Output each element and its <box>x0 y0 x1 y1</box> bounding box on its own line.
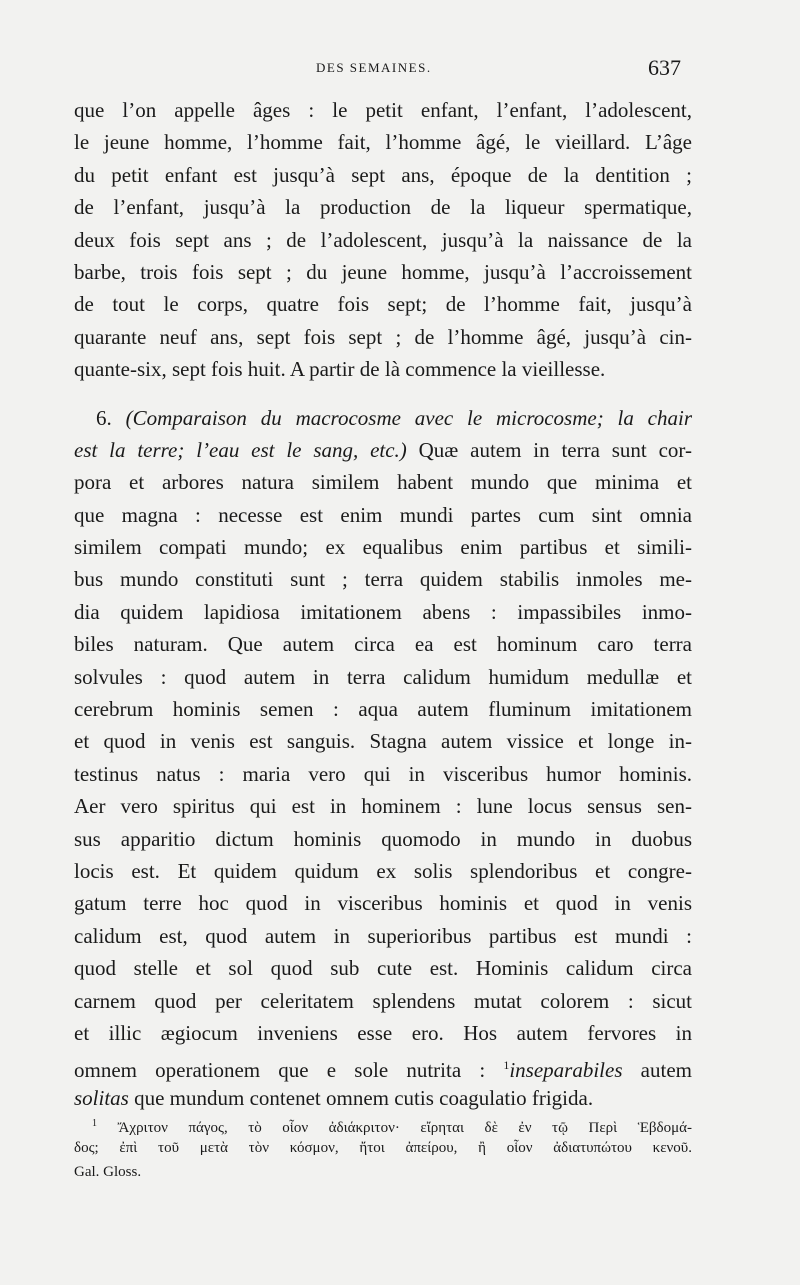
text-line: biles naturam. Que autem circa ea est hominum caro terra <box>74 632 692 657</box>
footnote-marker: 1 <box>503 1058 510 1073</box>
text-line: et illic ægiocum inveniens esse ero. Hos autem fervores in <box>74 1020 692 1045</box>
text-fragment: que mundum contenet omnem cutis coagulatio frigida. <box>128 1085 594 1110</box>
text-line: de tout le corps, quatre fois sept; de l’homme fait, jusqu’à <box>74 292 692 317</box>
text-line: du petit enfant est jusqu’à sept ans, époque de la dentition ; <box>74 162 692 187</box>
text-line: deux fois sept ans ; de l’adolescent, jusqu’à la naissance de la <box>74 227 692 252</box>
section-number: 6. <box>96 405 112 430</box>
footnote-line: δος; ἐπὶ τοῦ μετὰ τὸν κόσμον, ἤτοι ἀπείρου, ἢ οἷον ἀδιατυπώτου κενοῦ. <box>74 1140 692 1156</box>
footnote-source: Gal. Gloss. <box>74 1164 142 1180</box>
section-heading: (Comparaison du macrocosme avec le microcosme; la chair <box>125 405 693 430</box>
running-head: DES SEMAINES. <box>316 60 432 75</box>
text-line <box>74 434 692 466</box>
italic-word: inseparabiles <box>509 1058 623 1083</box>
text-fragment: omnem operationem que e sole nutrita : <box>74 1058 504 1083</box>
text-line: similem compati mundo; ex equalibus enim partibus et simili- <box>74 535 692 560</box>
text-line: de l’enfant, jusqu’à la production de la liqueur spermatique, <box>74 195 692 220</box>
paragraph-1 <box>74 94 692 386</box>
text-fragment: Quæ autem in terra sunt cor- <box>406 437 692 462</box>
text-line: Aer vero spiritus qui est in hominem : lune locus sensus sen- <box>74 794 692 819</box>
footnote-line <box>74 1112 692 1136</box>
text-line: gatum terre hoc quod in visceribus hominis et quod in venis <box>74 891 692 916</box>
page-number: 637 <box>648 55 681 80</box>
text-line: barbe, trois fois sept ; du jeune homme, jusqu’à l’accroissement <box>74 259 692 284</box>
text-line: locis est. Et quidem quidum ex solis splendoribus et congre- <box>74 858 692 883</box>
text-line: solvules : quod autem in terra calidum humidum medullæ et <box>74 664 692 689</box>
text-line: que l’on appelle âges : le petit enfant, l’enfant, l’adolescent, <box>74 98 692 122</box>
text-line: le jeune homme, l’homme fait, l’homme âgé, le vieillard. L’âge <box>74 130 692 155</box>
text-line: dia quidem lapidiosa imitationem abens : impassibiles inmo- <box>74 599 692 624</box>
paragraph-6 <box>74 402 692 1115</box>
text-line: et quod in venis est sanguis. Stagna autem vissice et longe in- <box>74 729 692 754</box>
footnote-mark: 1 <box>92 1118 97 1129</box>
text-line: quante-six, sept fois huit. A partir de là commence la vieillesse. <box>74 357 606 382</box>
text-line: quod stelle et sol quod sub cute est. Hominis calidum circa <box>74 956 692 981</box>
text-line <box>74 1049 692 1081</box>
text-line: cerebrum hominis semen : aqua autem fluminum imitationem <box>74 697 692 722</box>
text-line: sus apparitio dictum hominis quomodo in mundo in duobus <box>74 826 692 851</box>
text-line: bus mundo constituti sunt ; terra quidem stabilis inmoles me- <box>74 567 692 592</box>
text-line <box>74 1082 692 1114</box>
text-line: que magna : necesse est enim mundi partes cum sint omnia <box>74 502 692 527</box>
text-line: calidum est, quod autem in superioribus partibus est mundi : <box>74 923 692 948</box>
italic-word: solitas <box>74 1085 129 1110</box>
text-fragment: autem <box>622 1058 692 1083</box>
text-line: testinus natus : maria vero qui in visceribus humor hominis. <box>74 761 692 786</box>
text-line: carnem quod per celeritatem splendens mutat colorem : sicut <box>74 988 692 1013</box>
text-line: quarante neuf ans, sept fois sept ; de l’homme âgé, jusqu’à cin- <box>74 324 692 349</box>
section-heading: est la terre; l’eau est le sang, etc.) <box>74 437 407 462</box>
section-heading-line <box>74 402 692 434</box>
footnote-text: Ἄχριτον πάγος, τὸ οἷον ἀδιάκριτον· εἴρηται δὲ ἐν τῷ Περὶ Ἑβδομά- <box>117 1120 693 1136</box>
text-line: pora et arbores natura similem habent mundo que minima et <box>74 470 692 495</box>
main-text <box>74 94 692 1114</box>
paragraph-gap <box>74 386 692 402</box>
footnotes <box>74 1112 692 1184</box>
